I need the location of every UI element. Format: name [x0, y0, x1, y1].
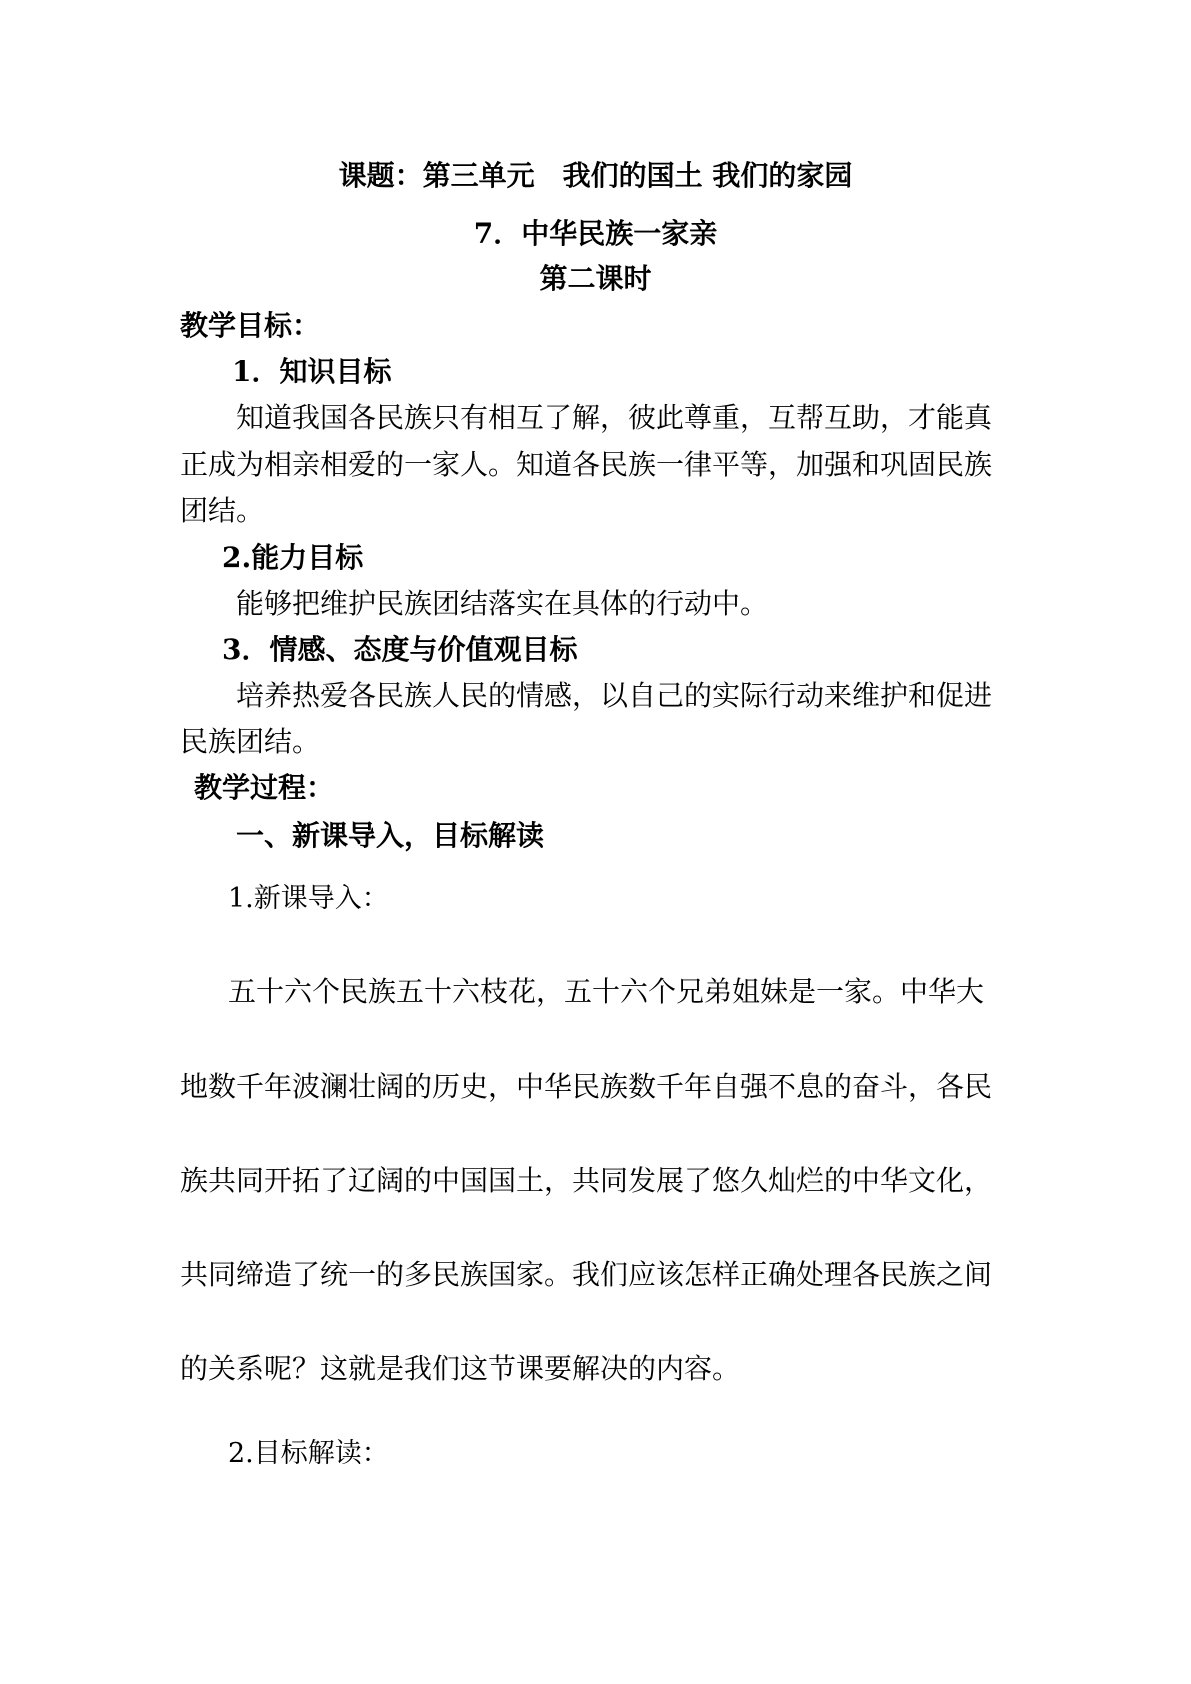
intro-line: 共同缔造了统一的多民族国家。我们应该怎样正确处理各民族之间: [180, 1258, 993, 1291]
ability-line: 能够把维护民族团结落实在具体的行动中。: [236, 587, 769, 620]
lesson-title: 7．中华民族一家亲: [473, 217, 718, 250]
ability-objective-heading: 2.能力目标: [222, 541, 364, 574]
goals-label: 2.目标解读：: [228, 1438, 389, 1469]
intro-label: 1.新课导入：: [228, 883, 389, 914]
emotion-objective-heading: 3．情感、态度与价值观目标: [222, 633, 578, 666]
intro-line: 五十六个民族五十六枝花，五十六个兄弟姐妹是一家。中华大: [228, 975, 985, 1008]
knowledge-line: 正成为相亲相爱的一家人。知道各民族一律平等，加强和巩固民族: [180, 448, 993, 481]
knowledge-objective-heading: 1．知识目标: [232, 355, 392, 388]
knowledge-line: 团结。: [180, 494, 265, 527]
objectives-heading: 教学目标：: [180, 309, 321, 342]
intro-line: 族共同开拓了辽阔的中国国土，共同发展了悠久灿烂的中华文化，: [180, 1164, 993, 1197]
knowledge-line: 知道我国各民族只有相互了解，彼此尊重，互帮互助，才能真: [236, 401, 993, 434]
emotion-line: 民族团结。: [180, 725, 321, 758]
intro-line: 的关系呢？这就是我们这节课要解决的内容。: [180, 1352, 741, 1385]
section-heading: 一、新课导入，目标解读: [236, 819, 545, 852]
course-title: 课题：第三单元 我们的国土 我们的家园: [338, 159, 853, 192]
intro-line: 地数千年波澜壮阔的历史，中华民族数千年自强不息的奋斗，各民: [180, 1070, 993, 1103]
emotion-line: 培养热爱各民族人民的情感，以自己的实际行动来维护和促进: [236, 679, 993, 712]
process-heading: 教学过程：: [194, 771, 335, 804]
session-title: 第二课时: [539, 262, 652, 295]
